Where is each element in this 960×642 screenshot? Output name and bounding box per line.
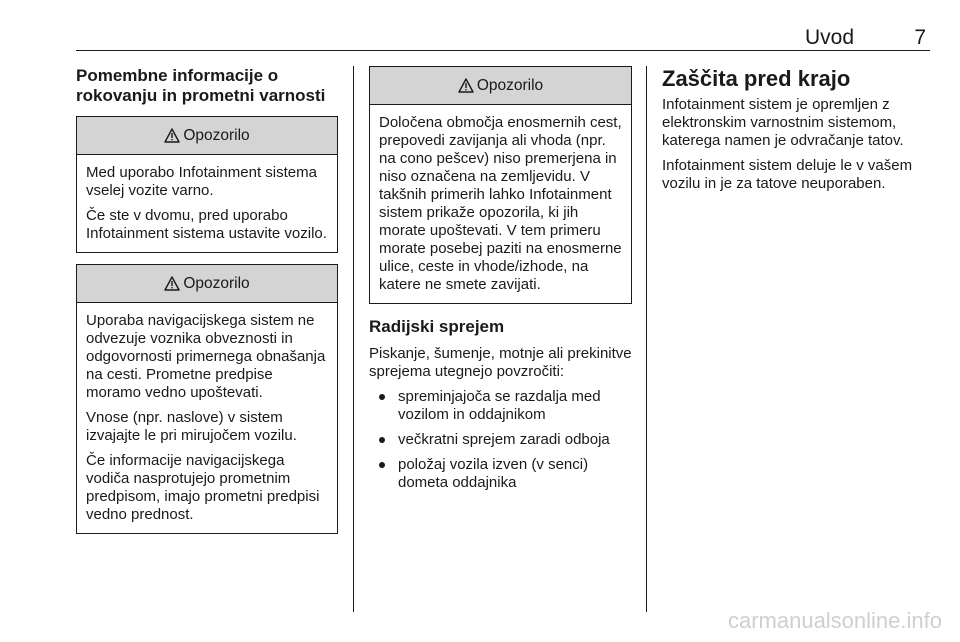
heading-line: Pomembne informacije o bbox=[76, 66, 279, 85]
column-divider-2 bbox=[646, 66, 647, 612]
warning-triangle-icon bbox=[458, 78, 474, 93]
bullet-icon bbox=[379, 394, 385, 400]
paragraph: Če informacije navigacijskega vodiča nasprotujejo prometnim predpisom, imajo prometni predpisi vedno prednost. bbox=[86, 452, 320, 523]
warning-triangle-icon bbox=[164, 276, 180, 291]
bullet-icon bbox=[379, 462, 385, 468]
paragraph: Infotainment sistem je opremljen z elektronskim varnostnim sistemom, katerega namen je odvračanje tatov. bbox=[662, 96, 904, 149]
list-item-text: spreminjajoča se razdalja med vozilom in oddajnikom bbox=[398, 388, 601, 423]
bullet-list bbox=[369, 388, 632, 492]
bullet-icon bbox=[379, 437, 385, 443]
warning-header bbox=[77, 117, 337, 155]
list-item bbox=[369, 431, 632, 449]
warning-body bbox=[77, 303, 337, 533]
list-item bbox=[369, 388, 632, 424]
paragraph: Vnose (npr. naslove) v sistem izvajajte le pri mirujočem vozilu. bbox=[86, 409, 297, 444]
warning-title: Opozorilo bbox=[183, 126, 250, 144]
list-item-text: večkratni sprejem zaradi odboja bbox=[398, 431, 610, 448]
header-rule bbox=[76, 50, 930, 51]
section-heading-theft: Zaščita pred krajo bbox=[662, 66, 851, 91]
heading-line: rokovanju in prometni varnosti bbox=[76, 86, 326, 105]
column-3 bbox=[662, 66, 930, 200]
watermark: carmanualsonline.info bbox=[727, 608, 942, 633]
paragraph: Piskanje, šumenje, motnje ali prekinitve sprejema utegnejo povzročiti: bbox=[369, 345, 632, 380]
page-number: 7 bbox=[914, 26, 926, 49]
warning-body bbox=[77, 155, 337, 252]
warning-box bbox=[76, 116, 338, 253]
section-heading-radio: Radijski sprejem bbox=[369, 317, 505, 336]
warning-body bbox=[370, 105, 631, 303]
paragraph: Infotainment sistem deluje le v vašem vozilu in je za tatove neuporaben. bbox=[662, 157, 913, 192]
list-item bbox=[369, 456, 632, 492]
column-1 bbox=[76, 66, 338, 534]
warning-header bbox=[370, 67, 631, 105]
warning-header bbox=[77, 265, 337, 303]
warning-box bbox=[76, 264, 338, 534]
warning-triangle-icon bbox=[164, 128, 180, 143]
paragraph: Določena območja enosmernih cest, prepovedi zavijanja ali vhoda (npr. na cono pešcev) niso premerjena in niso označena na zemljevidu. V takšnih primerih lahko Infotainment sistem prikaže opozorila, ki jih morate upoštevati. V tem primeru morate posebej paziti na enosmerne ulice, ceste in vhode/izhode, na katere ne smete zavijati. bbox=[379, 114, 622, 293]
warning-title: Opozorilo bbox=[476, 76, 544, 94]
column-2 bbox=[369, 66, 632, 499]
paragraph: Uporaba navigacijskega sistem ne odvezuje voznika obveznosti in odgovornosti primernega obnašanja na cesti. Prometne predpise moramo vedno upoštevati. bbox=[86, 312, 326, 401]
column-divider-1 bbox=[353, 66, 354, 612]
paragraph: Če ste v dvomu, pred uporabo Infotainment sistema ustavite vozilo. bbox=[86, 207, 327, 242]
warning-box bbox=[369, 66, 632, 304]
warning-title: Opozorilo bbox=[183, 274, 250, 292]
section-heading-safety bbox=[76, 66, 338, 106]
paragraph: Med uporabo Infotainment sistema vselej vozite varno. bbox=[86, 164, 317, 199]
section-title: Uvod bbox=[804, 26, 854, 49]
list-item-text: položaj vozila izven (v senci) dometa oddajnika bbox=[398, 456, 589, 491]
page-header bbox=[76, 26, 930, 50]
